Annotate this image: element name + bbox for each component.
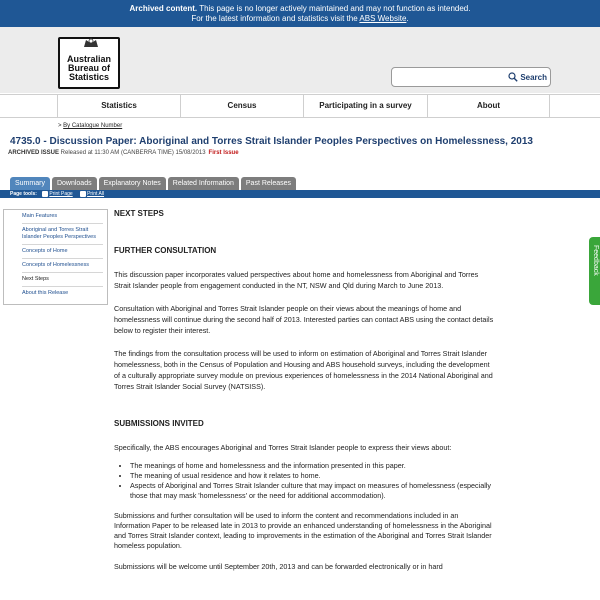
print-page-icon [42,191,48,197]
print-all-link[interactable]: Print All [87,191,105,197]
print-all-icon [80,191,86,197]
logo-line-3: Statistics [68,72,110,82]
subheading-further-consultation: FURTHER CONSULTATION [114,246,217,255]
search-icon [508,72,518,82]
side-item-next-steps: Next Steps [22,276,103,287]
logo-line-2: Bureau of [67,63,110,73]
page-title: 4735.0 - Discussion Paper: Aboriginal and Torres Strait Islander Peoples Perspectives on Homelessness, 2013 [10,136,533,147]
tab-summary[interactable]: Summary [10,177,50,190]
issue-label: ARCHIVED ISSUE [8,150,60,156]
archive-label: Archived content. [129,4,198,13]
archive-line-1 [0,4,600,14]
issue-line [8,150,239,156]
search-button[interactable] [508,70,547,84]
page-tools-label: Page tools: [10,191,37,197]
views-list [130,461,494,501]
paragraph-6: Submissions will be welcome until September 20th, 2013 and can be forwarded electronically or in hard [114,562,443,571]
side-item-concepts-of-home[interactable]: Concepts of Home [22,248,103,259]
archive-line2-suffix: . [406,14,409,23]
paragraph-2: Consultation with Aboriginal and Torres Strait Islander people on their views about the meanings of home and homelessness will continue during the second half of 2013. Interested parties can contact ABS using the contact details below to register their interest. [114,304,494,335]
archive-line2-prefix: For the latest information and statistics visit the [191,14,360,23]
side-menu [3,209,108,305]
abs-website-link[interactable]: ABS Website [359,14,407,23]
list-item: • The meanings of home and homelessness and the information presented in this paper. [130,461,494,471]
nav-item-participating[interactable]: Participating in a survey [303,95,427,117]
list-item: • Aspects of Aboriginal and Torres Strait Islander culture that may impact on measures of homelessness (especially those that may mask 'homelessness' or the need for additional accommodation). [130,481,494,501]
release-tabs [10,177,296,190]
breadcrumb [58,123,122,129]
paragraph-5: Submissions and further consultation will be used to inform the content and recommendations included in an Information Paper to be released late in 2013 to provide an enhanced understanding of homelessness in the Aboriginal and Torres Strait Islander context, leading to improvements in the estimation of the Aboriginal and Torres Strait Islander homeless population. [114,511,492,550]
paragraph-1: This discussion paper incorporates valued perspectives about home and homelessness from Aboriginal and Torres Strait Islander people from engagement conducted in the NT, NSW and Qld during March to June 2013. [114,270,479,290]
archive-message: This page is no longer actively maintained and may not function as intended. [197,4,471,13]
tab-explanatory-notes[interactable]: Explanatory Notes [99,177,166,190]
tab-downloads[interactable]: Downloads [52,177,97,190]
nav-item-statistics[interactable]: Statistics [57,95,180,117]
print-page-link[interactable]: Print Page [49,191,73,197]
site-header [0,27,600,93]
breadcrumb-prefix: > [58,123,64,129]
paragraph-3: The findings from the consultation process will be used to inform on estimation of Aboriginal and Torres Strait Islander homelessness, both in the Census of Population and Housing and ABS household surveys, including the development of a culturally appropriate survey module on previous experiences of homelessness in the 2014 National Aboriginal and Torres Strait Islander Social Survey (NATSISS). [114,349,493,391]
main-content [114,208,494,572]
list-item: • The meaning of usual residence and how it relates to home. [130,471,494,481]
page-tools-bar [0,190,600,198]
section-heading: NEXT STEPS [114,209,164,218]
subheading-submissions-invited: SUBMISSIONS INVITED [114,419,204,428]
search-box [391,67,551,87]
side-item-main-features[interactable]: Main Features [22,213,103,224]
archive-banner [0,0,600,27]
side-item-about-this-release[interactable]: About this Release [22,290,69,296]
side-item-concepts-of-homelessness[interactable]: Concepts of Homelessness [22,262,103,273]
nav-item-census[interactable]: Census [180,95,303,117]
main-nav [0,94,600,118]
archive-line-2 [0,14,600,24]
issue-release-text: Released at 11:30 AM (CANBERRA TIME) 15/08/2013 [59,150,206,156]
paragraph-4: Specifically, the ABS encourages Aboriginal and Torres Strait Islander people to express their views about: [114,443,452,452]
feedback-label: Feedback [592,245,599,276]
search-input[interactable] [396,70,506,84]
tab-past-releases[interactable]: Past Releases [241,177,296,190]
tab-related-information[interactable]: Related Information [168,177,239,190]
search-button-label: Search [520,72,547,82]
side-item-perspectives[interactable]: Aboriginal and Torres Strait Islander Peoples Perspectives [22,227,103,245]
first-issue-badge: First Issue [208,150,239,156]
abs-logo[interactable] [58,37,120,89]
logo-line-1: Australian [66,54,111,64]
coat-of-arms-icon [82,36,100,48]
nav-item-about[interactable]: About [427,95,550,117]
logo-text [60,55,118,82]
breadcrumb-catalogue-link[interactable]: By Catalogue Number [63,123,123,129]
feedback-tab[interactable] [589,237,600,305]
